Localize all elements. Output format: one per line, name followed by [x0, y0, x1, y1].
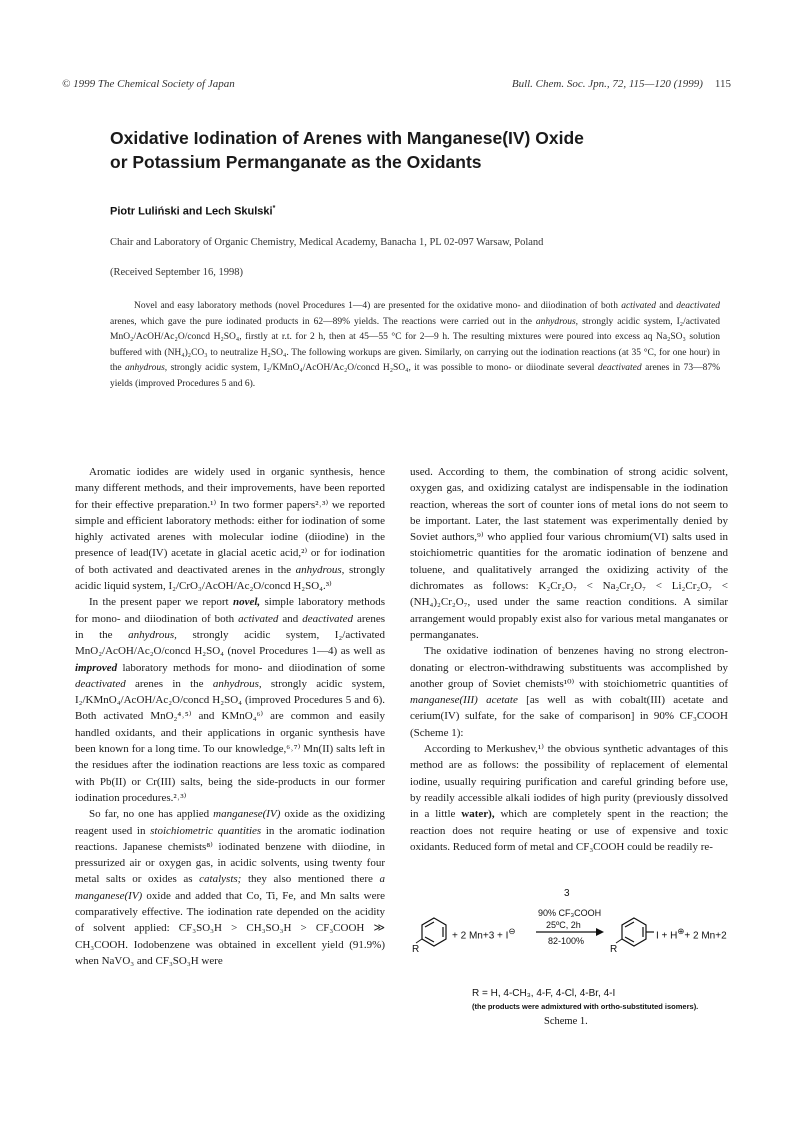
iodide-charge: ⊖	[508, 926, 516, 936]
substituent-r-left: R	[412, 944, 420, 955]
title-line-2: or Potassium Permanganate as the Oxidants	[110, 152, 482, 172]
title-line-1: Oxidative Iodination of Arenes with Manganese(IV) Oxide	[110, 128, 584, 148]
reagent-solvent: 90% CF₃COOH	[538, 908, 602, 918]
scheme-caption: Scheme 1.	[544, 1016, 588, 1027]
intro-paragraph-2: In the present paper we report novel, simple laboratory methods for mono- and diiodination of both activated and deactivated arenes in the anhydrous, strongly acidic system, I₂/activated MnO₂/AcOH/Ac₂O/concd H₂SO₄ (novel Procedures 1—4) as well as improved laboratory methods for mono- and diiodination of some deactivated arenes in the anhydrous, strongly acidic system, I₂/KMnO₄/AcOH/Ac₂O/concd H₂SO₄ (improved Procedures 5 and 6). Both activated MnO₂⁴˒⁵⁾ and KMnO₄⁶⁾ are common and easily handled oxidants, and their applications in organic synthesis have been known for a long time. To our knowledge,⁶˒⁷⁾ Mn(II) salts left in the residues after the iodination reactions are less toxic as compared with Pb(II) or Cr(III) salts, being the side-products in our former iodination procedures.²˒³⁾	[75, 596, 386, 804]
benzene-ring-right	[622, 918, 646, 946]
left-column	[75, 464, 385, 969]
substituent-bond-left	[416, 939, 422, 943]
affiliation: Chair and Laboratory of Organic Chemistry, Medical Academy, Banacha 1, PL 02-097 Warsaw, Poland	[110, 237, 544, 248]
right-paragraph-2: The oxidative iodination of benzenes having no strong electron-donating or electron-withdrawing substituents was accomplished by another group of Soviet chemists¹⁰⁾ with stoichiometric quantities of manganese(III) acetate [as well as with cobalt(III) acetate and cerium(IV) sulfate, for the sake of comparison] in 90% CF₃COOH (Scheme 1):	[410, 645, 728, 739]
reaction-conditions: 25ºC, 2h	[546, 920, 581, 930]
benzene-ring-left	[422, 918, 446, 946]
corresponding-mark: *	[272, 205, 276, 212]
right-paragraph-3: According to Merkushev,¹⁾ the obvious synthetic advantages of this method are as follows: the possibility of replacement of elemental iodine, usually requiring purification and careful grinding before use, by readily accessible alkali iodides of high purity (previously dissolved in a little water), which are completely spent in the reaction; the reaction does not require heating or use of expensive and toxic oxidants. Reduced form of metal and CF₃COOH could be readily re-	[410, 743, 729, 853]
r-group-definition: R = H, 4-CH₃, 4-F, 4-Cl, 4-Br, 4-I	[472, 988, 616, 999]
author-names: Piotr Luliński and Lech Skulski	[110, 205, 273, 218]
page-number: 115	[714, 78, 731, 90]
copyright-line: © 1999 The Chemical Society of Japan	[62, 78, 235, 90]
abstract: Novel and easy laboratory methods (novel Procedures 1—4) are presented for the oxidative mono- and diiodination of both activated and deactivated arenes, which gave the pure iodinated products in 62—89% yields. The reactions were carried out in the anhydrous, strongly acidic system, I₂/activated MnO₂/AcOH/Ac₂O/concd H₂SO₄, firstly at r.t. for 2 h, then at 45—55 °C for 2—9 h. The resulting mixtures were poured into excess aq Na₂SO₃ solution buffered with (NH₄)₂CO₃ to neutralize H₂SO₄. The following workups are given. Similarly, on carrying out the iodination reactions (at 35 °C, for one hour) in the anhydrous, strongly acidic system, I₂/KMnO₄/AcOH/Ac₂O/concd H₂SO₄, it was possible to mono- or diiodinate several deactivated arenes in 73—87% yields (improved Procedures 5 and 6).	[110, 301, 721, 389]
paper-title	[110, 126, 730, 174]
journal-reference: Bull. Chem. Soc. Jpn., 72, 115—120 (1999)	[511, 78, 703, 90]
substituent-bond-right	[616, 939, 622, 943]
proton-charge: ⊕	[677, 926, 685, 936]
journal-citation	[512, 78, 731, 90]
received-date: (Received September 16, 1998)	[110, 267, 243, 278]
reaction-yield: 82-100%	[548, 936, 585, 946]
lhs-reagents: + 2 Mn+3 + I⊖	[452, 926, 516, 942]
right-paragraph-1: used. According to them, the combination of strong acidic solvent, oxygen gas, and oxidizing catalyst are indispensable in the iodination reaction, whereas the sort of counter ions of metal ions do not seem to be important. Later, the last statement was experimentally denied by Soviet authors,⁹⁾ who applied four various chromium(VI) salts used in stoichiometric quantities for the aromatic iodination of benzene and toluene, and qualitatively arranged the oxidizing activity of the dichromates as follows: K₂Cr₂O₇ < Na₂Cr₂O₇ < Li₂Cr₂O₇ < (NH₄)₂Cr₂O₇, used under the same reaction conditions. A similar arrangement would propably exist also for various metal manganates or permanganates.	[410, 466, 728, 641]
arrowhead	[596, 928, 604, 936]
substituent-r-right: R	[610, 944, 618, 955]
scheme-compound-number: 3	[564, 888, 570, 899]
rhs-products: I + H⊕+ 2 Mn+2	[656, 926, 727, 942]
right-column	[410, 464, 728, 855]
scheme-footnote: (the products were admixtured with ortho-substituted isomers).	[472, 1002, 699, 1011]
scheme-1	[412, 888, 730, 1058]
author-list	[110, 205, 275, 218]
intro-paragraph-1: Aromatic iodides are widely used in organic synthesis, hence many different methods, and their improvements, have been reported for their effective preparation.¹⁾ In two former papers²˒³⁾ we reported simple and efficient laboratory methods: either for iodination of some highly activated arenes with molecular iodine (diiodine) in the presence of lead(IV) acetate in glacial acetic acid,²⁾ or for iodination of both activated and deactivated arenes in the anhydrous, strongly acidic liquid system, I₂/CrO₃/AcOH/Ac₂O/concd H₂SO₄.³⁾	[75, 466, 386, 593]
intro-paragraph-3: So far, no one has applied manganese(IV) oxide as the oxidizing reagent used in stoichiometric quantities in the aromatic iodination reactions. Japanese chemists⁸⁾ iodinated benzene with diiodine, in pressurized air or oxygen gas, in acidic solvents, using twenty four metal salts or oxides as catalysts; they also mentioned there a manganese(IV) oxide and added that Co, Ti, Fe, and Mn salts were comparatively effective. The iodination rate depended on the acidity of solvent applied: CF₃SO₃H > CH₃SO₃H > CF₃COOH ≫ CH₃COOH. Iodobenzene was obtained in excellent yield (91.9%) when NaVO₃ and CF₃SO₃H were	[75, 808, 386, 967]
